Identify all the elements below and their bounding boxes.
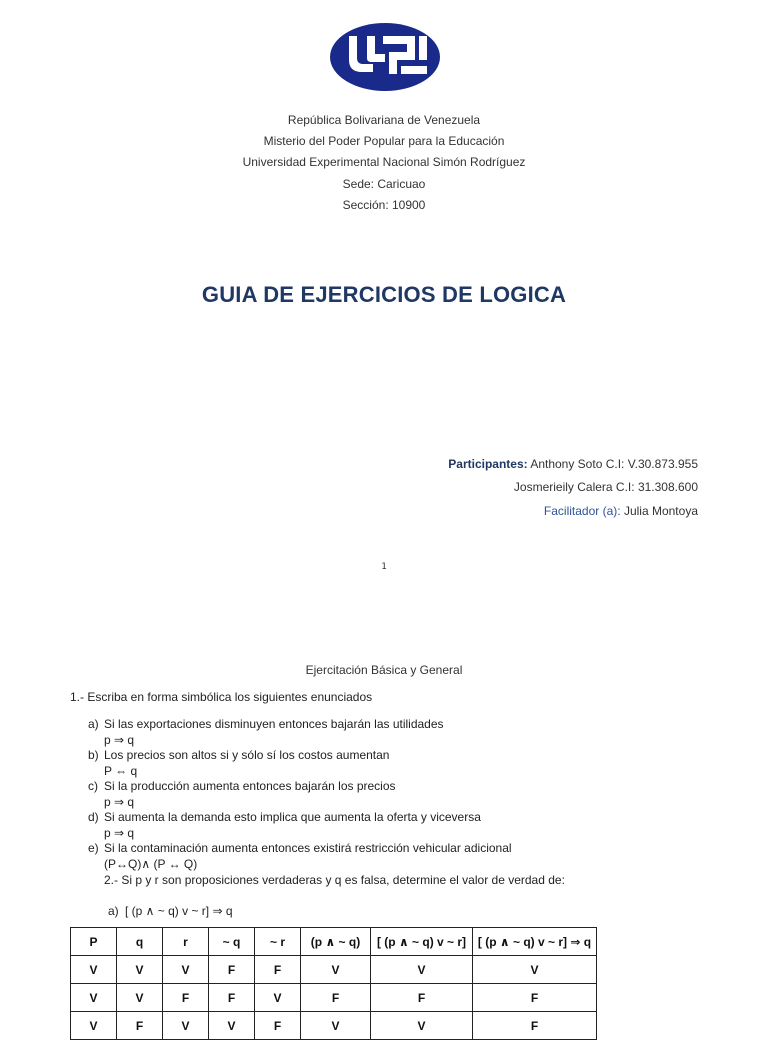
university-logo bbox=[329, 22, 441, 92]
header-cell: (p ∧ ~ q) bbox=[301, 928, 371, 956]
table-cell: V bbox=[163, 956, 209, 984]
header-line-ministry: Misterio del Poder Popular para la Educación bbox=[263, 134, 505, 148]
table-cell: V bbox=[209, 1012, 255, 1040]
header-line-campus: Sede: Caricuao bbox=[342, 177, 426, 191]
table-cell: V bbox=[163, 1012, 209, 1040]
table-cell: V bbox=[301, 1012, 371, 1040]
q1-item-b-letter: b) bbox=[88, 748, 99, 762]
table-cell: V bbox=[71, 956, 117, 984]
table-cell: F bbox=[255, 956, 301, 984]
q1-item-d-answer: p ⇒ q bbox=[104, 826, 135, 840]
table-row bbox=[71, 1012, 597, 1040]
facilitator-label: Facilitador (a): bbox=[543, 504, 621, 518]
page-number: 1 bbox=[381, 562, 387, 572]
header-cell: ~ q bbox=[209, 928, 255, 956]
participants-line-1 bbox=[448, 457, 698, 471]
facilitator-line bbox=[544, 504, 698, 518]
truth-table bbox=[70, 927, 597, 1040]
q1-item-d-letter: d) bbox=[88, 810, 99, 824]
table-cell: V bbox=[371, 1012, 473, 1040]
table-cell: F bbox=[371, 984, 473, 1012]
header-cell: P bbox=[71, 928, 117, 956]
q1-item-c-answer: p ⇒ q bbox=[104, 795, 135, 809]
table-cell: V bbox=[371, 956, 473, 984]
table-cell: F bbox=[163, 984, 209, 1012]
header-cell: ~ r bbox=[255, 928, 301, 956]
table-cell: F bbox=[473, 984, 597, 1012]
header-cell: [ (p ∧ ~ q) v ~ r] ⇒ q bbox=[473, 928, 597, 956]
table-cell: F bbox=[473, 1012, 597, 1040]
section-title: Ejercitación Básica y General bbox=[305, 663, 463, 677]
header-cell: [ (p ∧ ~ q) v ~ r] bbox=[371, 928, 473, 956]
table-cell: V bbox=[473, 956, 597, 984]
table-cell: V bbox=[117, 956, 163, 984]
q1-item-e-letter: e) bbox=[88, 841, 99, 855]
q1-item-e-answer: (P↔Q)∧ (P ↔ Q) bbox=[104, 857, 198, 871]
truth-table-header-row bbox=[71, 928, 597, 956]
q1-item-d-text: Si aumenta la demanda esto implica que aumenta la oferta y viceversa bbox=[104, 810, 481, 824]
header-line-country: República Bolivariana de Venezuela bbox=[287, 113, 481, 127]
table-cell: F bbox=[209, 956, 255, 984]
table-row bbox=[71, 984, 597, 1012]
table-cell: F bbox=[117, 1012, 163, 1040]
q1-item-a-answer: p ⇒ q bbox=[104, 733, 135, 747]
table-cell: V bbox=[301, 956, 371, 984]
facilitator-name: Julia Montoya bbox=[623, 504, 698, 518]
table-cell: F bbox=[209, 984, 255, 1012]
table-cell: V bbox=[71, 1012, 117, 1040]
q1-item-c-text: Si la producción aumenta entonces bajarán los precios bbox=[104, 779, 396, 793]
table-cell: V bbox=[71, 984, 117, 1012]
q1-item-a-text: Si las exportaciones disminuyen entonces bajarán las utilidades bbox=[104, 717, 444, 731]
participants-label: Participantes: bbox=[448, 457, 528, 471]
question-1-intro: 1.- Escriba en forma simbólica los siguientes enunciados bbox=[70, 690, 373, 704]
question-2-intro: 2.- Si p y r son proposiciones verdaderas y q es falsa, determine el valor de verdad de: bbox=[104, 873, 565, 887]
table-cell: F bbox=[255, 1012, 301, 1040]
header-line-section: Sección: 10900 bbox=[342, 198, 426, 212]
participant-2: Josmerieily Calera C.I: 31.308.600 bbox=[513, 480, 698, 494]
q1-item-b-text: Los precios son altos si y sólo sí los costos aumentan bbox=[104, 748, 390, 762]
table-cell: V bbox=[255, 984, 301, 1012]
q1-item-a-letter: a) bbox=[88, 717, 99, 731]
q1-item-c-letter: c) bbox=[88, 779, 98, 793]
page-title: GUIA DE EJERCICIOS DE LOGICA bbox=[201, 282, 567, 307]
table-row bbox=[71, 956, 597, 984]
table-cell: V bbox=[117, 984, 163, 1012]
header-line-university: Universidad Experimental Nacional Simón Rodríguez bbox=[242, 155, 526, 169]
q2-item-a-expression: [ (p ∧ ~ q) v ~ r] ⇒ q bbox=[125, 904, 233, 918]
table-cell: F bbox=[301, 984, 371, 1012]
header-cell: r bbox=[163, 928, 209, 956]
q1-item-e-text: Si la contaminación aumenta entonces existirá restricción vehicular adicional bbox=[104, 841, 512, 855]
q1-item-b-answer: P ⇔ q bbox=[104, 764, 138, 778]
header-cell: q bbox=[117, 928, 163, 956]
q2-item-a-letter: a) bbox=[108, 904, 119, 918]
participant-1: Anthony Soto C.I: V.30.873.955 bbox=[530, 457, 698, 471]
